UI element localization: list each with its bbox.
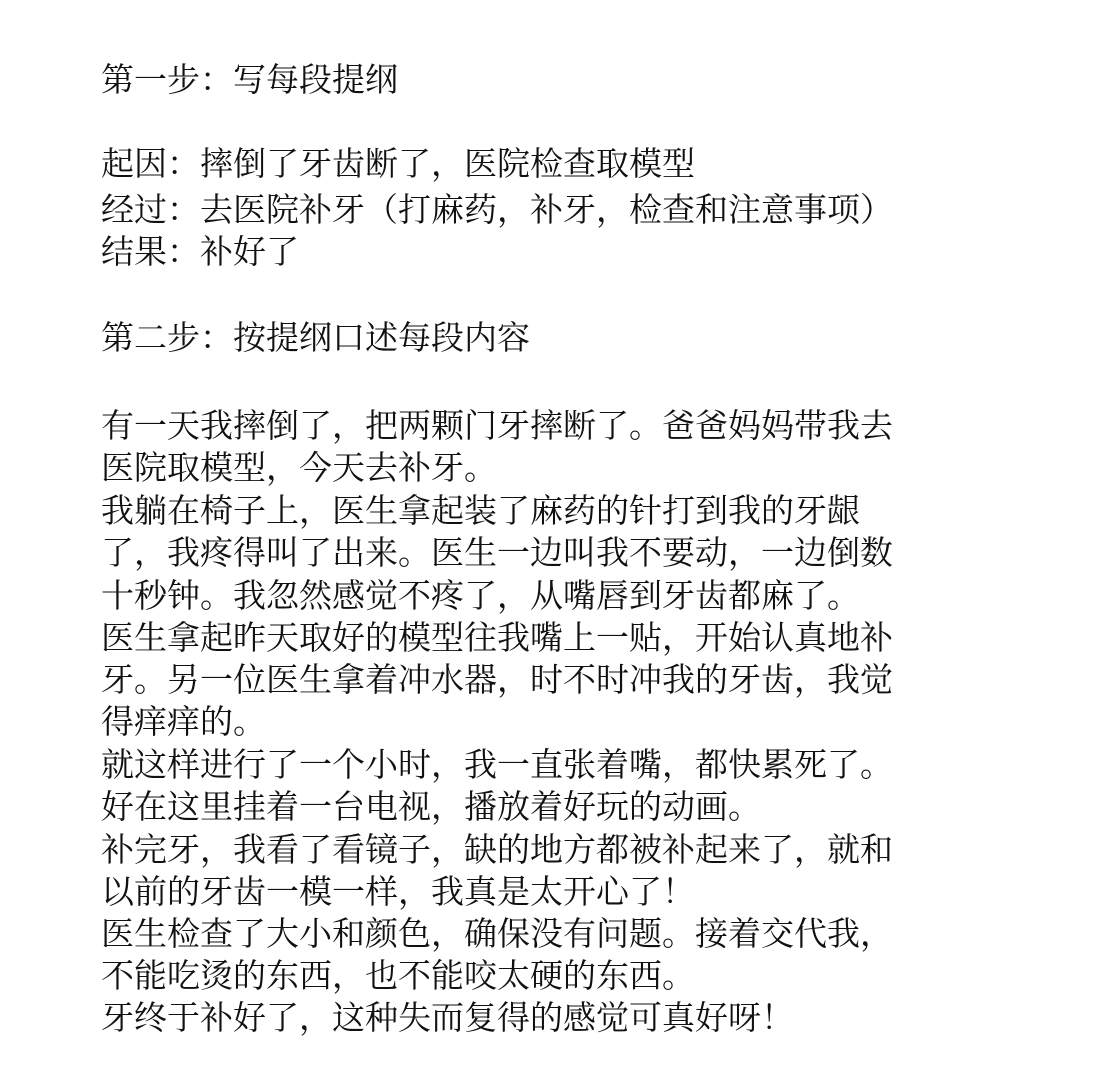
essay-line: 我躺在椅子上，医生拿起装了麻药的针打到我的牙龈 [101, 491, 860, 530]
essay-line: 就这样进行了一个小时，我一直张着嘴，都快累死了。 [101, 745, 893, 784]
essay-line: 十秒钟。我忽然感觉不疼了，从嘴唇到牙齿都麻了。 [101, 576, 860, 615]
essay-line: 医院取模型，今天去补牙。 [101, 448, 497, 487]
essay-line: 有一天我摔倒了，把两颗门牙摔断了。爸爸妈妈带我去 [101, 406, 893, 445]
essay-line: 好在这里挂着一台电视，播放着好玩的动画。 [101, 787, 761, 826]
outline-process: 经过：去医院补牙（打麻药，补牙，检查和注意事项） [101, 190, 893, 229]
essay-line: 医生拿起昨天取好的模型往我嘴上一贴，开始认真地补 [101, 618, 893, 657]
essay-line: 了，我疼得叫了出来。医生一边叫我不要动，一边倒数 [101, 533, 893, 572]
essay-line: 医生检查了大小和颜色，确保没有问题。接着交代我， [101, 914, 893, 953]
outline-cause: 起因：摔倒了牙齿断了，医院检查取模型 [101, 144, 695, 183]
outline-result: 结果：补好了 [101, 232, 299, 271]
essay-line: 以前的牙齿一模一样，我真是太开心了！ [101, 872, 695, 911]
step2-heading: 第二步：按提纲口述每段内容 [101, 318, 530, 357]
essay-line: 补完牙，我看了看镜子，缺的地方都被补起来了，就和 [101, 830, 893, 869]
essay-line: 牙。另一位医生拿着冲水器，时不时冲我的牙齿，我觉 [101, 660, 893, 699]
essay-line: 不能吃烫的东西，也不能咬太硬的东西。 [101, 956, 695, 995]
step1-heading: 第一步：写每段提纲 [101, 60, 398, 99]
essay-line: 牙终于补好了，这种失而复得的感觉可真好呀！ [101, 998, 794, 1037]
essay-line: 得痒痒的。 [101, 702, 266, 741]
